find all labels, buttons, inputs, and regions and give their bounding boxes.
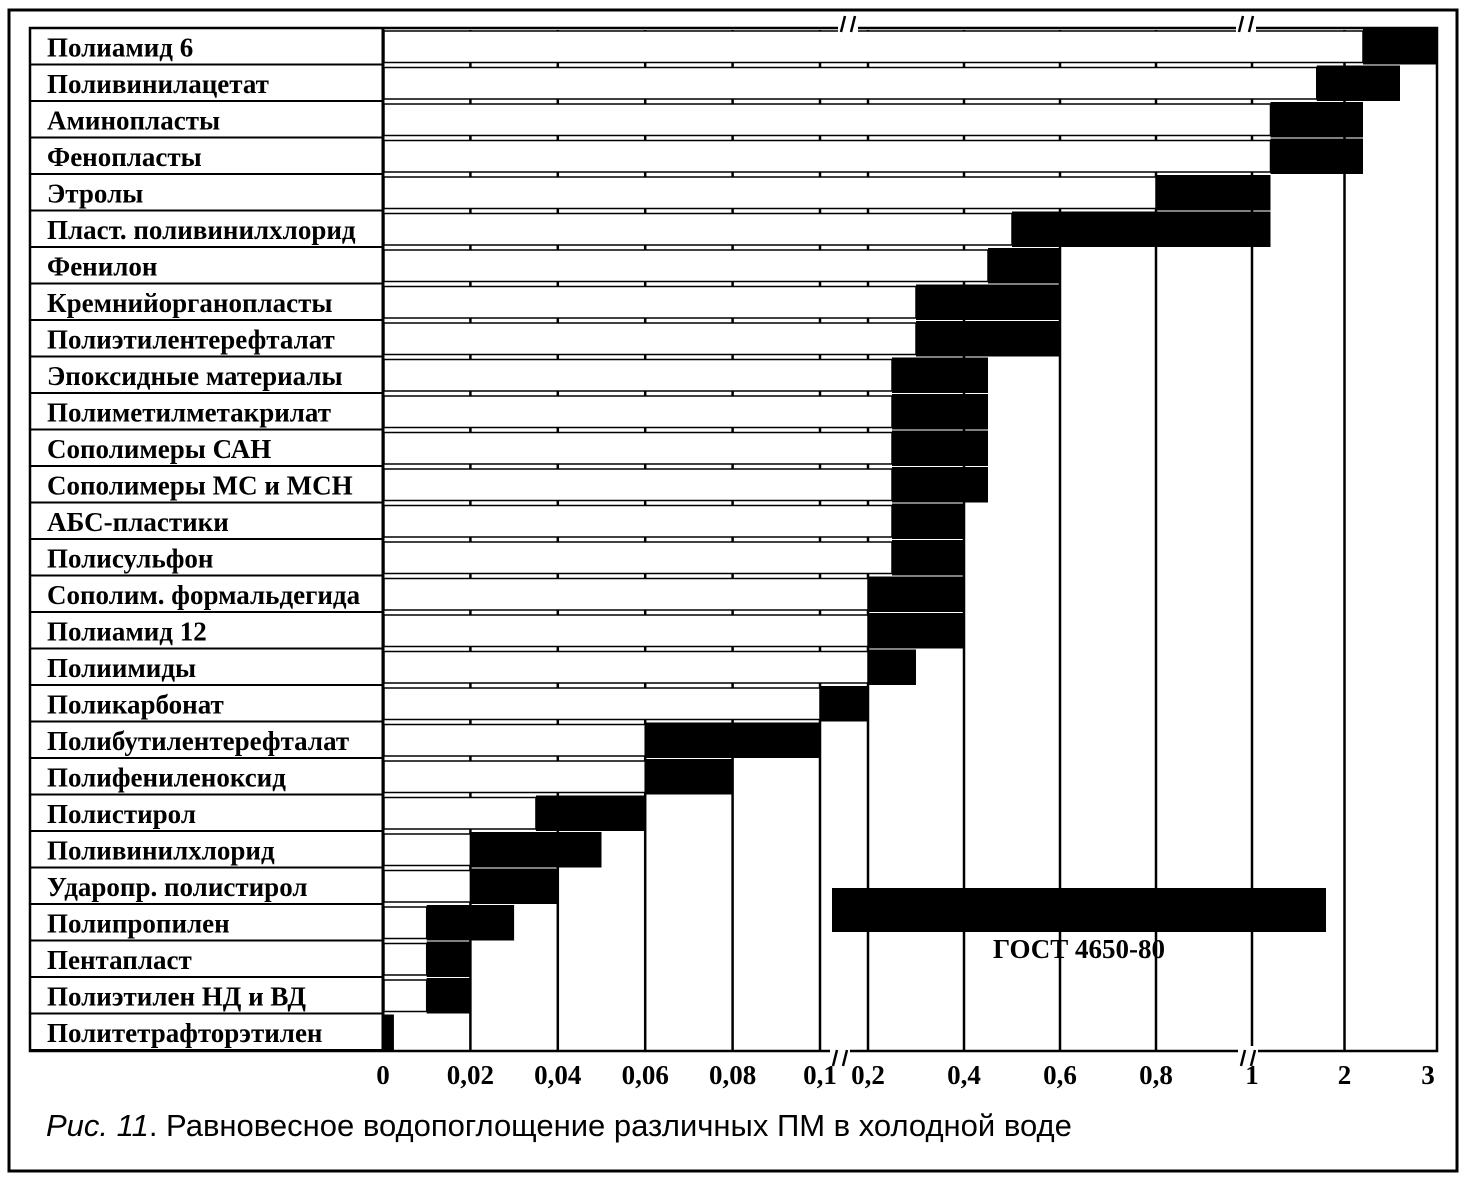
row-label: Полибутилентерефталат — [47, 726, 350, 756]
row-band — [384, 834, 470, 866]
row-label: Этролы — [47, 178, 144, 209]
x-tick-labels — [376, 1060, 1435, 1090]
x-tick-label: 3 — [1421, 1060, 1435, 1090]
row-band — [384, 360, 892, 392]
row-label: Фенопласты — [47, 142, 202, 172]
caption-text: . Равновесное водопоглощение различных ПМ в холодной воде — [148, 1108, 1072, 1143]
row-label: Полиамид 12 — [47, 616, 207, 647]
range-bar — [645, 723, 820, 759]
row-label: Полиэтилентерефталат — [47, 324, 335, 355]
row-band — [384, 250, 988, 282]
range-bar — [916, 321, 1060, 357]
row-band — [384, 214, 1012, 246]
x-tick-label: 0,4 — [947, 1060, 981, 1090]
range-bar — [1156, 175, 1271, 211]
row-band — [384, 433, 892, 465]
range-bar — [868, 613, 964, 649]
x-tick-label: 2 — [1337, 1060, 1352, 1090]
row-band — [384, 31, 1363, 63]
row-label: Полиимиды — [47, 653, 197, 683]
row-label: Ударопр. полистирол — [47, 872, 308, 902]
row-label: Кремнийорганопласты — [47, 288, 333, 318]
range-bar — [988, 248, 1060, 284]
x-tick-label: 0,02 — [446, 1060, 495, 1090]
row-label: Полистирол — [47, 799, 196, 829]
row-label: Пласт. поливинилхлорид — [47, 215, 356, 245]
range-bar — [892, 540, 964, 576]
row-band — [384, 980, 427, 1012]
range-bar — [820, 686, 868, 722]
x-tick-label: 0,6 — [1043, 1060, 1077, 1090]
row-band — [384, 323, 916, 355]
row-band — [384, 725, 645, 757]
row-band — [384, 141, 1271, 173]
row-band — [384, 871, 470, 903]
row-label: Поликарбонат — [47, 689, 224, 720]
row-band — [384, 177, 1156, 209]
range-bar — [645, 759, 732, 795]
row-label: Полипропилен — [47, 908, 230, 939]
range-bar — [1363, 29, 1437, 65]
row-label: Сополим. формальдегида — [47, 580, 361, 610]
range-bar — [892, 358, 988, 394]
range-bar — [1012, 212, 1271, 248]
caption-prefix: Рис. 11 — [46, 1108, 149, 1143]
range-bar — [1317, 66, 1400, 102]
x-tick-label: 0,2 — [851, 1060, 885, 1090]
row-band — [384, 579, 868, 611]
standard-label: ГОСТ 4650-80 — [992, 934, 1166, 964]
range-bar — [892, 394, 988, 430]
row-label: Поливинилхлорид — [47, 835, 275, 866]
row-band — [384, 396, 892, 428]
row-labels — [30, 33, 383, 1051]
row-label: Политетрафторэтилен — [47, 1018, 323, 1048]
range-bar — [383, 1015, 394, 1051]
row-band — [384, 68, 1317, 100]
range-bar — [868, 650, 916, 686]
row-band — [384, 761, 645, 793]
row-band — [384, 615, 868, 647]
range-bar — [868, 577, 964, 613]
range-bar — [1271, 102, 1364, 138]
row-label: Пентапласт — [47, 945, 192, 975]
x-tick-label: 1 — [1245, 1060, 1259, 1090]
range-bar — [470, 832, 601, 868]
figure-caption — [46, 1108, 1072, 1143]
row-label: Поливинилацетат — [47, 69, 269, 99]
range-bar — [892, 504, 964, 540]
row-label: Сополимеры САН — [47, 434, 272, 464]
x-tick-label: 0 — [376, 1060, 390, 1090]
row-band — [384, 907, 427, 939]
axis-break-gap — [1236, 12, 1256, 36]
row-label: Полиметилметакрилат — [47, 397, 332, 428]
row-band — [384, 469, 892, 501]
range-bar — [892, 431, 988, 467]
row-band — [384, 104, 1271, 136]
range-bar — [470, 869, 557, 905]
row-band — [384, 944, 427, 976]
row-band — [384, 688, 820, 720]
axis-break-gap — [838, 12, 858, 36]
range-bar — [1271, 139, 1364, 175]
x-tick-label: 0,1 — [803, 1060, 837, 1090]
range-bar — [427, 942, 471, 978]
range-bar — [427, 978, 471, 1014]
row-band — [384, 506, 892, 538]
row-label: Полиэтилен НД и ВД — [47, 981, 306, 1012]
row-label: АБС-пластики — [47, 507, 229, 537]
range-bar — [536, 796, 645, 832]
row-band — [384, 652, 868, 684]
row-band — [384, 542, 892, 574]
row-band — [384, 798, 536, 830]
legend-label: Водопоглощение в холодной воде, % — [859, 894, 1299, 925]
range-bar — [916, 285, 1060, 321]
row-label: Полисульфон — [47, 543, 214, 574]
row-band — [384, 287, 916, 319]
x-tick-label: 0,08 — [708, 1060, 757, 1090]
x-tick-label: 0,8 — [1139, 1060, 1173, 1090]
row-label: Эпоксидные материалы — [47, 361, 343, 391]
x-tick-label: 0,04 — [534, 1060, 582, 1090]
row-label: Полифениленоксид — [47, 762, 286, 793]
row-label: Аминопласты — [47, 105, 221, 136]
row-label: Полиамид 6 — [47, 32, 194, 63]
row-label: Фенилон — [47, 251, 158, 282]
range-bar — [427, 905, 514, 941]
range-bar — [892, 467, 988, 503]
row-label: Сополимеры МС и МСН — [47, 470, 353, 501]
x-tick-label: 0,06 — [621, 1060, 669, 1090]
